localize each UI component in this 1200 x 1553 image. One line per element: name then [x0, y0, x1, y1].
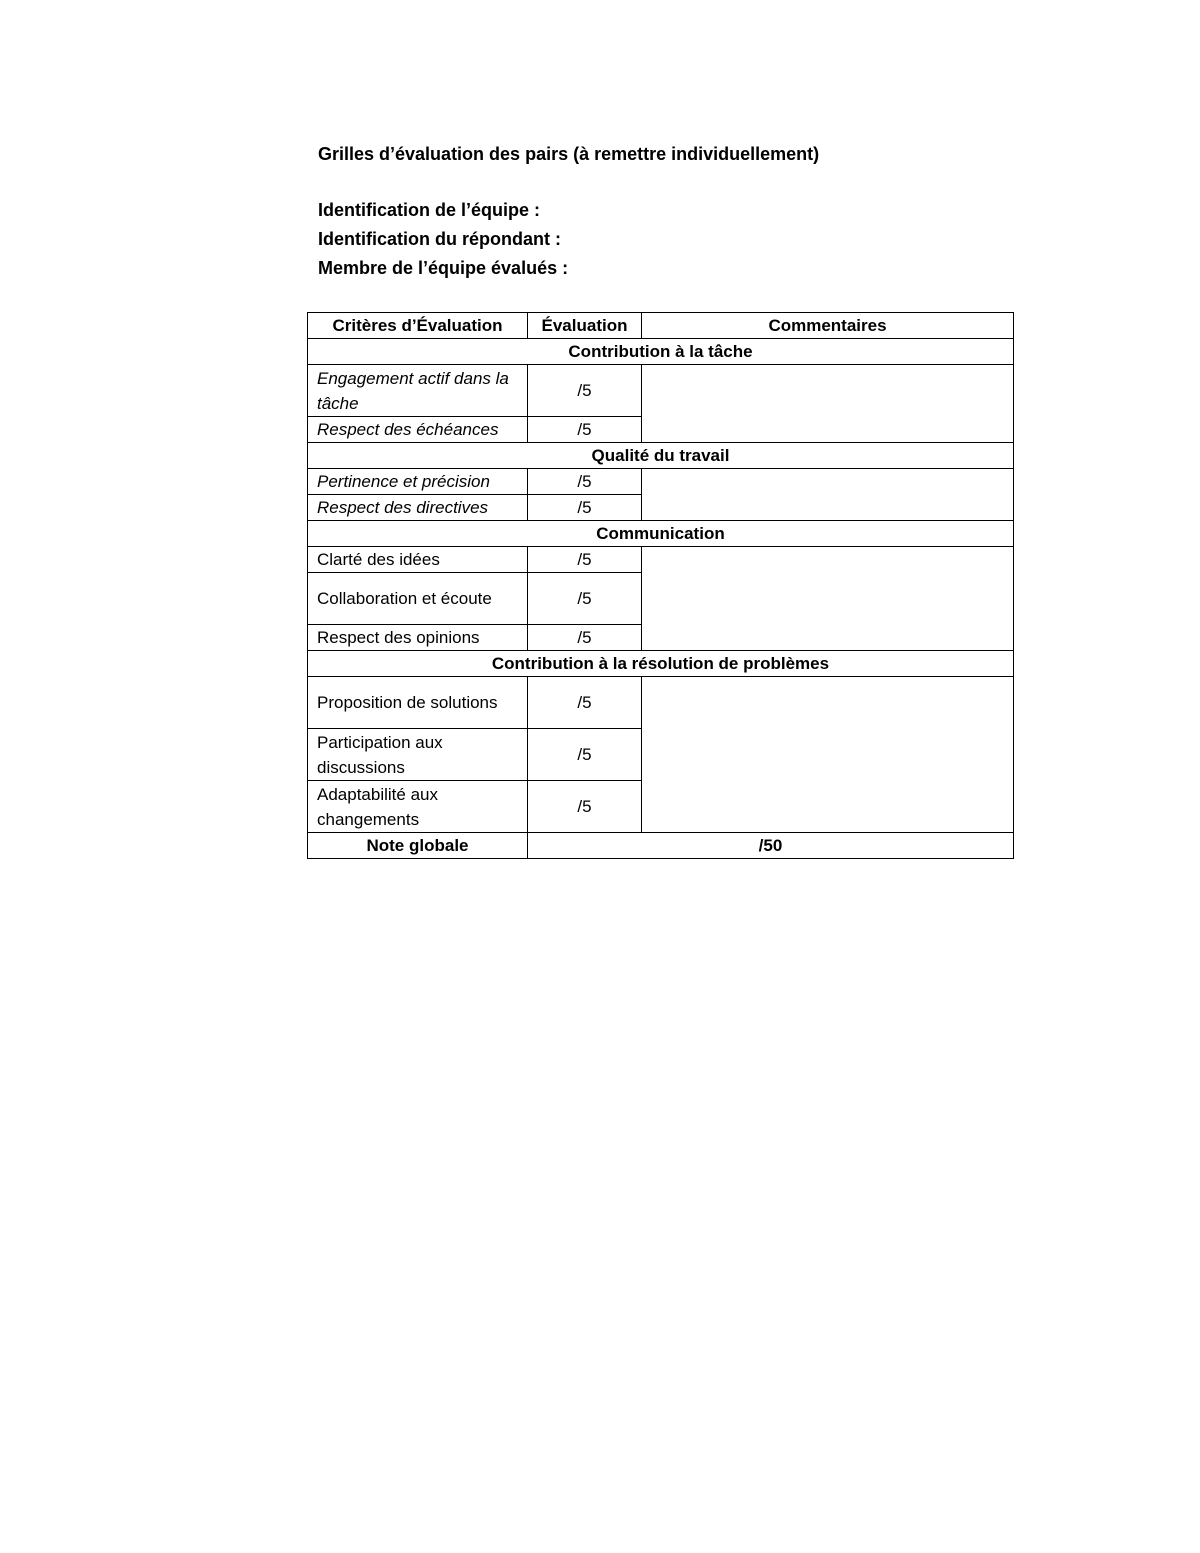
section-title-work-quality: Qualité du travail [308, 443, 1014, 469]
document-title: Grilles d’évaluation des pairs (à remettre individuellement) [318, 144, 820, 164]
criterion-cell: Engagement actif dans la tâche [308, 365, 528, 417]
total-value[interactable]: /50 [528, 833, 1014, 859]
comment-cell[interactable] [642, 677, 1014, 833]
criterion-cell: Proposition de solutions [308, 677, 528, 729]
criterion-cell: Clarté des idées [308, 547, 528, 573]
section-title-task-contribution: Contribution à la tâche [308, 339, 1014, 365]
section-title-problem-solving: Contribution à la résolution de problèmes [308, 651, 1014, 677]
section-row [308, 651, 1014, 677]
criterion-cell: Respect des directives [308, 495, 528, 521]
total-label: Note globale [308, 833, 528, 859]
header-evaluation: Évaluation [528, 313, 642, 339]
table-row [308, 677, 1014, 729]
score-cell[interactable]: /5 [528, 573, 642, 625]
score-cell[interactable]: /5 [528, 417, 642, 443]
team-identification-label: Identification de l’équipe : [318, 200, 541, 220]
score-cell[interactable]: /5 [528, 729, 642, 781]
criterion-cell: Respect des opinions [308, 625, 528, 651]
comment-cell[interactable] [642, 469, 1014, 521]
section-title-communication: Communication [308, 521, 1014, 547]
criterion-cell: Participation aux discussions [308, 729, 528, 781]
table-row [308, 547, 1014, 573]
score-cell[interactable]: /5 [528, 495, 642, 521]
table-header-row [308, 313, 1014, 339]
header-criteria: Critères d’Évaluation [308, 313, 528, 339]
score-cell[interactable]: /5 [528, 365, 642, 417]
score-cell[interactable]: /5 [528, 781, 642, 833]
score-cell[interactable]: /5 [528, 625, 642, 651]
comment-cell[interactable] [642, 365, 1014, 443]
score-cell[interactable]: /5 [528, 469, 642, 495]
criterion-cell: Collaboration et écoute [308, 573, 528, 625]
comment-cell[interactable] [642, 547, 1014, 651]
respondent-identification-label: Identification du répondant : [318, 229, 561, 249]
section-row [308, 339, 1014, 365]
peer-evaluation-table [307, 312, 1014, 859]
criterion-cell: Adaptabilité aux changements [308, 781, 528, 833]
score-cell[interactable]: /5 [528, 547, 642, 573]
score-cell[interactable]: /5 [528, 677, 642, 729]
header-comments: Commentaires [642, 313, 1014, 339]
table-row [308, 365, 1014, 417]
criterion-cell: Respect des échéances [308, 417, 528, 443]
section-row [308, 443, 1014, 469]
total-row [308, 833, 1014, 859]
table-row [308, 469, 1014, 495]
section-row [308, 521, 1014, 547]
criterion-cell: Pertinence et précision [308, 469, 528, 495]
evaluated-member-label: Membre de l’équipe évalués : [318, 258, 569, 278]
